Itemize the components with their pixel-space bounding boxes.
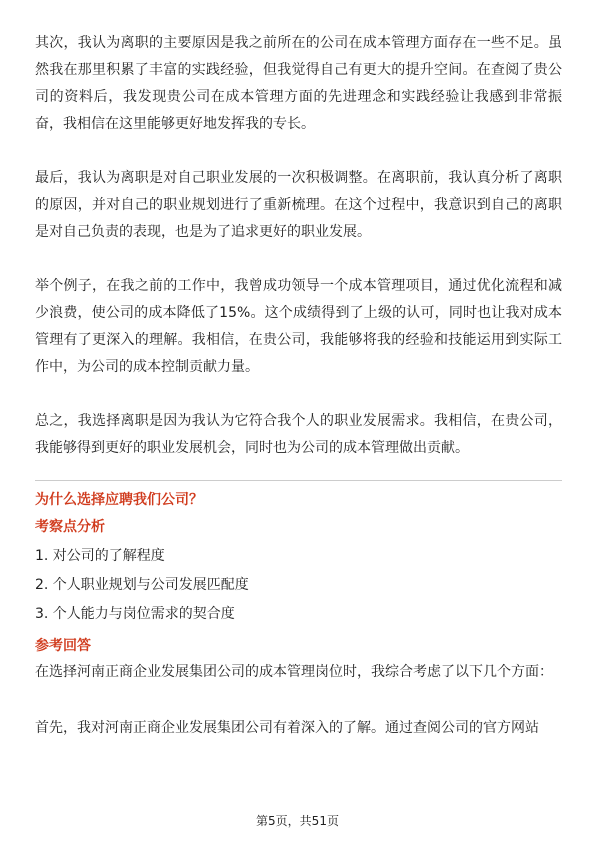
list-item: 1. 对公司的了解程度	[35, 548, 165, 564]
body-paragraph: 其次，我认为离职的主要原因是我之前所在的公司在成本管理方面存在一些不足。虽然我在那里积累了丰富的实践经验，但我觉得自己有更大的提升空间。在查阅了贵公司的资料后，我发现贵公司在成本管理方面的先进理念和实践经验让我感到非常振奋，我相信在这里能够更好地发挥我的专长。	[35, 35, 562, 132]
question-heading: 为什么选择应聘我们公司？	[35, 492, 203, 508]
body-paragraph: 举个例子，在我之前的工作中，我曾成功领导一个成本管理项目，通过优化流程和减少浪费，使公司的成本降低了15%。这个成绩得到了上级的认可，同时也让我对成本管理有了更深入的理解。我相信，在贵公司，我能够将我的经验和技能运用到实际工作中，为公司的成本控制贡献力量。	[35, 278, 562, 375]
list-item: 3. 个人能力与岗位需求的契合度	[35, 606, 235, 622]
list-item: 2. 个人职业规划与公司发展匹配度	[35, 577, 249, 593]
section-divider	[35, 480, 562, 481]
answer-paragraph: 首先，我对河南正商企业发展集团公司有着深入的了解。通过查阅公司的官方网站	[35, 720, 539, 736]
body-paragraph: 总之，我选择离职是因为我认为它符合我个人的职业发展需求。我相信，在贵公司，我能够得到更好的职业发展机会，同时也为公司的成本管理做出贡献。	[35, 413, 562, 456]
analysis-list	[35, 542, 562, 629]
body-paragraph: 最后，我认为离职是对自己职业发展的一次积极调整。在离职前，我认真分析了离职的原因，并对自己的职业规划进行了重新梳理。在这个过程中，我意识到自己的离职是对自己负责的表现，也是为了追求更好的职业发展。	[35, 170, 562, 240]
page-content	[35, 30, 562, 742]
answer-heading: 参考回答	[35, 638, 91, 654]
page-number: 第5页，共51页	[256, 814, 339, 828]
answer-paragraph: 在选择河南正商企业发展集团公司的成本管理岗位时，我综合考虑了以下几个方面：	[35, 664, 553, 680]
analysis-heading: 考察点分析	[35, 519, 105, 535]
